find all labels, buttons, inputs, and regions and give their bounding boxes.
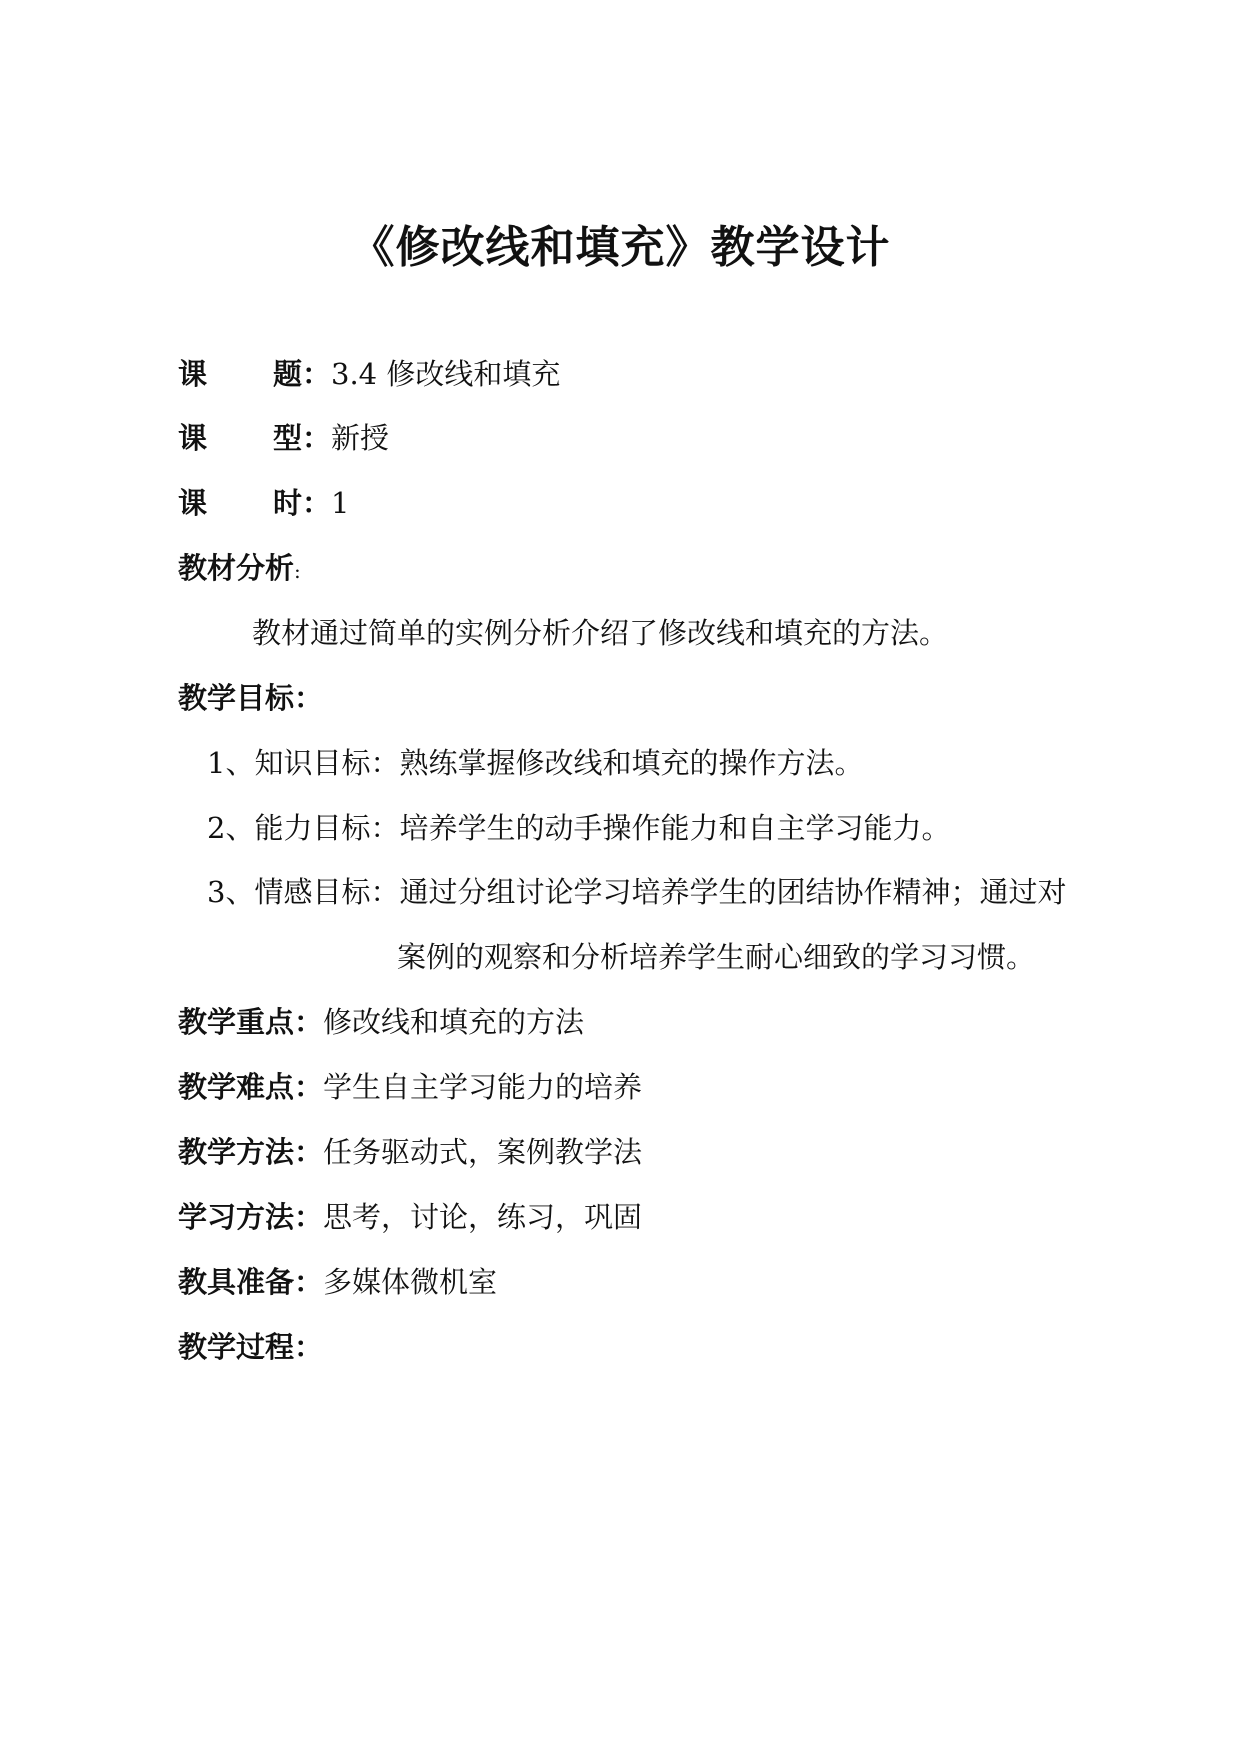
- material-analysis-label: 教材分析: [178, 551, 295, 585]
- section-material-analysis: [178, 548, 301, 591]
- section-learning-method: [178, 1197, 642, 1237]
- section-equipment: [178, 1262, 497, 1302]
- objective-item-label: 3、情感目标：: [207, 875, 400, 909]
- equipment-label: 教具准备：: [178, 1265, 324, 1299]
- learning-method-label: 学习方法：: [178, 1200, 324, 1234]
- objective-item-label: 2、能力目标：: [207, 811, 400, 845]
- field-hours-colon: ：: [302, 486, 332, 520]
- section-teaching-method: [178, 1132, 642, 1172]
- equipment-value: 多媒体微机室: [323, 1265, 498, 1299]
- objective-item-text: 通过分组讨论学习培养学生的团结协作精神；通过对: [399, 875, 1067, 909]
- document-title: 《修改线和填充》教学设计: [350, 222, 891, 273]
- section-process: [178, 1327, 323, 1367]
- objectives-label: 教学目标：: [178, 681, 324, 715]
- field-type: [178, 418, 389, 458]
- teaching-method-value: 任务驱动式，案例教学法: [323, 1135, 643, 1169]
- objective-item-text: 培养学生的动手操作能力和自主学习能力。: [399, 811, 951, 845]
- objective-item: [207, 808, 950, 848]
- section-difficulties: [178, 1067, 642, 1107]
- key-points-value: 修改线和填充的方法: [323, 1005, 585, 1039]
- objective-item-text: 熟练掌握修改线和填充的操作方法。: [399, 746, 864, 780]
- section-objectives: [178, 678, 323, 718]
- field-type-colon: ：: [302, 421, 332, 455]
- field-topic: [178, 354, 560, 394]
- process-label: 教学过程：: [178, 1330, 324, 1364]
- field-hours-label: 课时: [178, 486, 302, 520]
- learning-method-value: 思考，讨论，练习，巩固: [323, 1200, 643, 1234]
- field-topic-label: 课题: [178, 357, 302, 391]
- objective-item-continuation: 案例的观察和分析培养学生耐心细致的学习习惯。: [397, 940, 1036, 974]
- material-analysis-colon: :: [294, 559, 301, 583]
- objective-item: [207, 872, 1066, 912]
- material-analysis-text: 教材通过简单的实例分析介绍了修改线和填充的方法。: [252, 616, 949, 650]
- field-type-value: 新授: [331, 421, 390, 455]
- teaching-method-label: 教学方法：: [178, 1135, 324, 1169]
- key-points-label: 教学重点：: [178, 1005, 324, 1039]
- objective-item: [207, 743, 863, 783]
- field-type-label: 课型: [178, 421, 302, 455]
- field-topic-value: 3.4 修改线和填充: [331, 357, 561, 391]
- field-hours: [178, 483, 349, 523]
- field-topic-colon: ：: [302, 357, 332, 391]
- section-key-points: [178, 1002, 584, 1042]
- difficulties-value: 学生自主学习能力的培养: [323, 1070, 643, 1104]
- field-hours-value: 1: [331, 486, 350, 520]
- difficulties-label: 教学难点：: [178, 1070, 324, 1104]
- objective-item-label: 1、知识目标：: [207, 746, 400, 780]
